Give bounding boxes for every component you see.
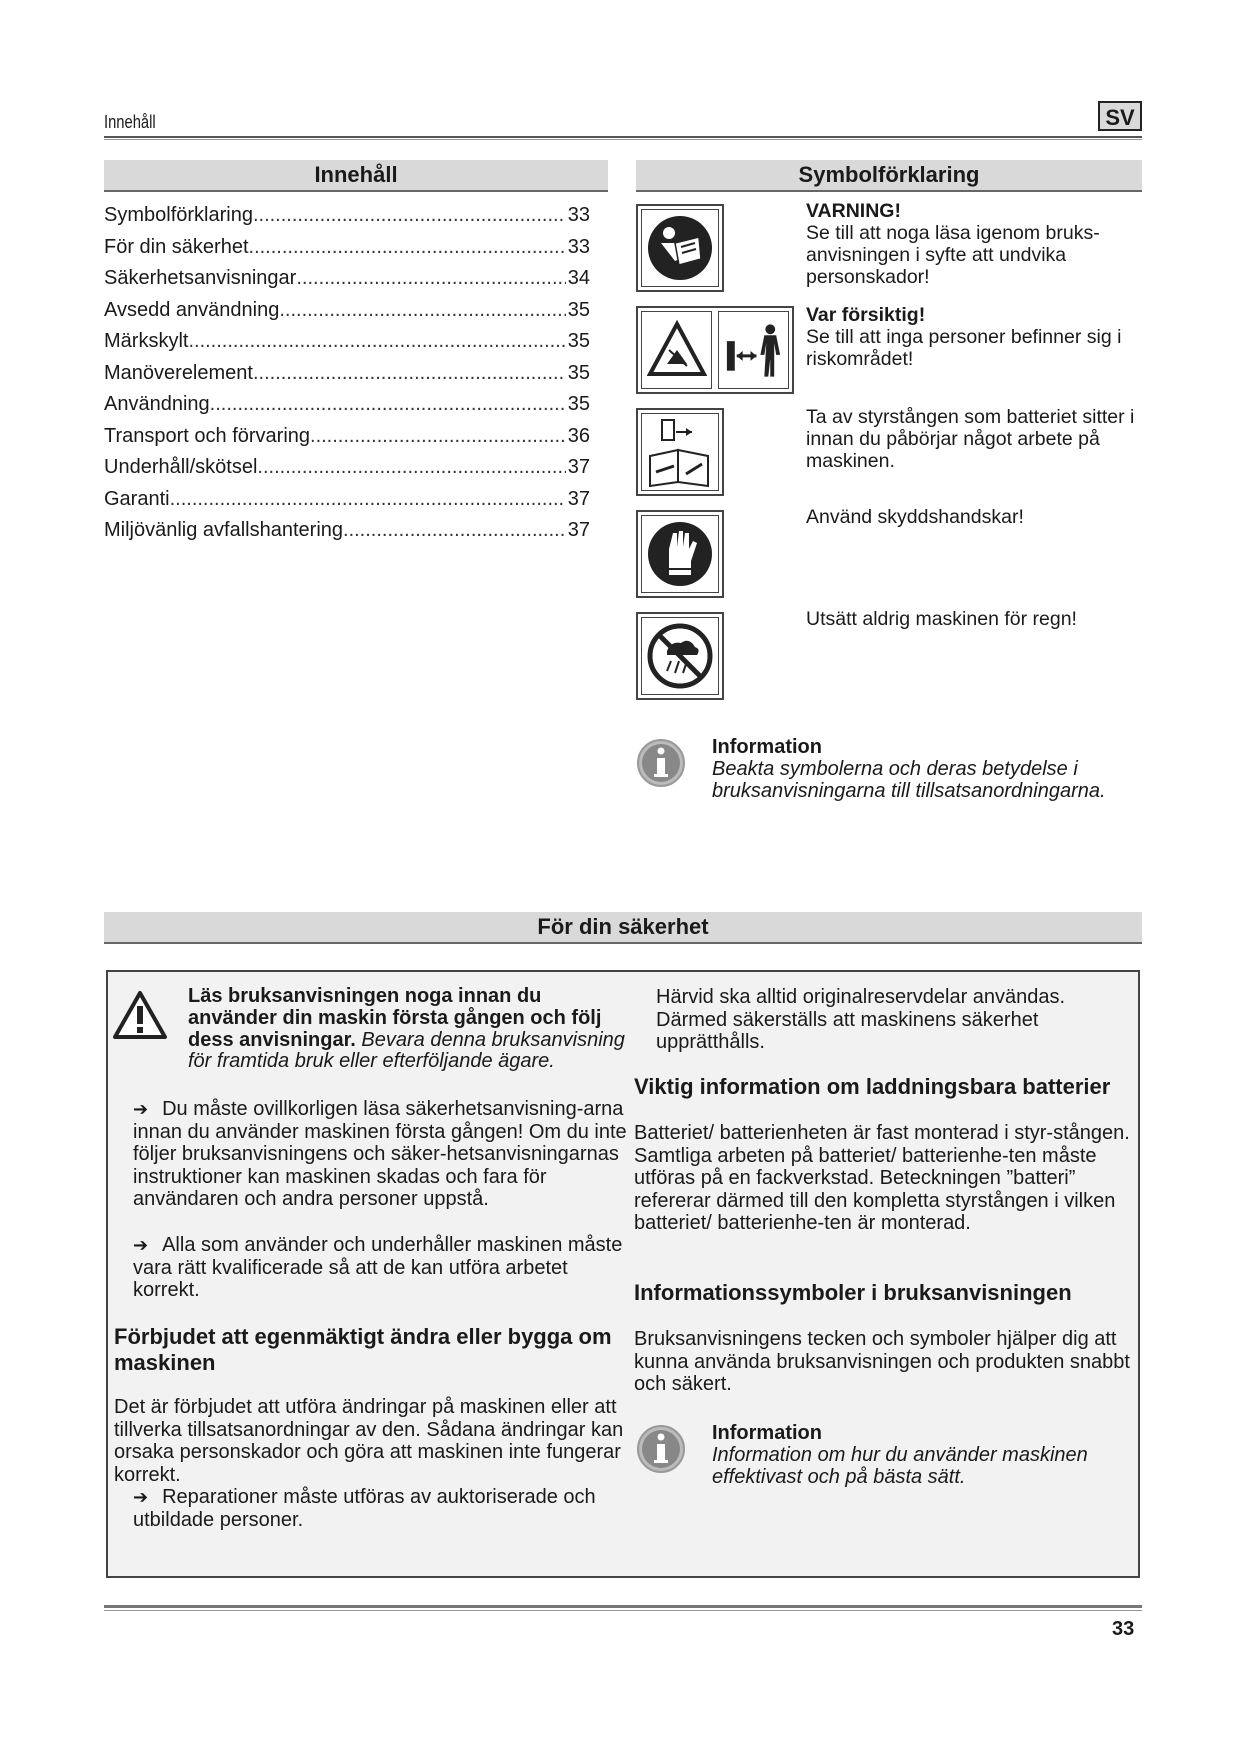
symbol-box bbox=[636, 204, 724, 292]
modify-heading: Förbjudet att egenmäktigt ändra eller bygga om maskinen bbox=[114, 1324, 612, 1375]
warning-triangle-icon bbox=[647, 320, 707, 380]
no-rain-icon bbox=[645, 621, 715, 691]
symbol-box bbox=[636, 612, 724, 700]
toc-entry[interactable]: Manöverelement ..... 35 bbox=[104, 358, 590, 390]
bullet-item: ➔ Reparationer måste utföras av auktoriserade och utbildade personer. bbox=[133, 1486, 596, 1531]
footer-rule bbox=[104, 1605, 1142, 1611]
modify-text: Det är förbjudet att utföra ändringar på maskinen eller att tillverka tillsatsanordningar av den. Sådana ändringar kan orsaka personskador och göra att maskinen inte fungerar korrekt. bbox=[114, 1396, 624, 1486]
symbol-description: VARNING! Se till att noga läsa igenom bruks-anvisningen i syfte att undvika personskador! bbox=[806, 200, 1100, 288]
arrow-right-icon: ➔ bbox=[133, 1099, 149, 1119]
page-number: 33 bbox=[1112, 1618, 1135, 1640]
toc-entry[interactable]: Garanti ..... 37 bbox=[104, 484, 590, 516]
header-rule bbox=[104, 136, 1142, 140]
toc-entry[interactable]: Användning ..... 35 bbox=[104, 389, 590, 421]
toc-entry[interactable]: Underhåll/skötsel ..... 37 bbox=[104, 452, 590, 484]
toc-entry[interactable]: Avsedd användning ..... 35 bbox=[104, 295, 590, 327]
symbols-title: Symbolförklaring bbox=[636, 160, 1142, 192]
battery-heading: Viktig information om laddningsbara batterier bbox=[634, 1074, 1111, 1099]
symbols-info-note: Information Beakta symbolerna och deras betydelse i bruksanvisningarna till tillsatsanordningarna. bbox=[712, 736, 1106, 802]
arrow-right-icon: ➔ bbox=[133, 1235, 149, 1255]
read-manual-icon bbox=[645, 213, 715, 283]
warning-icon bbox=[112, 990, 168, 1045]
language-badge: SV bbox=[1098, 101, 1142, 131]
info-symbols-heading: Informationssymboler i bruksanvisningen bbox=[634, 1280, 1072, 1305]
toc-entry[interactable]: Säkerhetsanvisningar ..... 34 bbox=[104, 263, 590, 295]
toc-title: Innehåll bbox=[104, 160, 608, 192]
parts-text: Härvid ska alltid originalreservdelar användas. Därmed säkerställs att maskinens säkerhet upprätthålls. bbox=[656, 986, 1066, 1054]
symbol-box bbox=[636, 306, 794, 394]
arrow-right-icon: ➔ bbox=[133, 1487, 149, 1507]
bullet-item: ➔ Alla som använder och underhåller maskinen måste vara rätt kvalificerade så att de kan utföra arbetet korrekt. bbox=[133, 1234, 623, 1302]
toc-entry[interactable]: Miljövänlig avfallshantering ..... 37 bbox=[104, 515, 590, 547]
toc-entry[interactable]: Symbolförklaring ..... 33 bbox=[104, 200, 590, 232]
info-icon bbox=[636, 1424, 686, 1479]
remove-battery-icon bbox=[644, 416, 716, 488]
info-symbols-text: Bruksanvisningens tecken och symboler hjälper dig att kunna använda bruksanvisningen och produkten snabbt och säkert. bbox=[634, 1328, 1130, 1396]
symbol-box bbox=[636, 408, 724, 496]
safety-title: För din säkerhet bbox=[104, 912, 1142, 944]
toc-entry[interactable]: Transport och förvaring ..... 36 bbox=[104, 421, 590, 453]
warning-text: Läs bruksanvisningen noga innan du använder din maskin första gången och följ dess anvisningar. Bevara denna bruksanvisning för framtida bruk eller efterföljande ägare. bbox=[188, 985, 625, 1073]
info-icon bbox=[636, 738, 686, 793]
symbol-description: Använd skyddshandskar! bbox=[806, 506, 1024, 528]
symbol-box bbox=[636, 510, 724, 598]
symbol-description: Var försiktig! Se till att inga personer befinner sig i riskområdet! bbox=[806, 304, 1122, 370]
usage-info-note: Information Information om hur du använder maskinen effektivast och på bästa sätt. bbox=[712, 1422, 1088, 1488]
toc-entry[interactable]: För din säkerhet ..... 33 bbox=[104, 232, 590, 264]
toc-entry[interactable]: Märkskylt ..... 35 bbox=[104, 326, 590, 358]
table-of-contents bbox=[104, 200, 590, 547]
gloves-icon bbox=[645, 519, 715, 589]
running-header: Innehåll bbox=[104, 112, 156, 132]
symbol-description: Ta av styrstången som batteriet sitter i innan du påbörjar något arbete på maskinen. bbox=[806, 406, 1135, 472]
symbol-description: Utsätt aldrig maskinen för regn! bbox=[806, 608, 1077, 630]
bullet-item: ➔ Du måste ovillkorligen läsa säkerhetsanvisning-arna innan du använder maskinen första gången! Om du inte följer bruksanvisningens och säker-hetsanvisningarnas instruktioner kan maskinen skadas och fara för användaren och andra personer uppstå. bbox=[133, 1098, 627, 1211]
battery-text: Batteriet/ batterienheten är fast monterad i styr-stången. Samtliga arbeten på batteriet/ batterienhe-ten måste utföras på en fackverkstad. Beteckningen ”batteri” refererar därmed till den kompletta styrstången i vilken batteriet/ batterienhe-ten är monterad. bbox=[634, 1122, 1130, 1235]
keep-distance-icon bbox=[719, 315, 788, 385]
